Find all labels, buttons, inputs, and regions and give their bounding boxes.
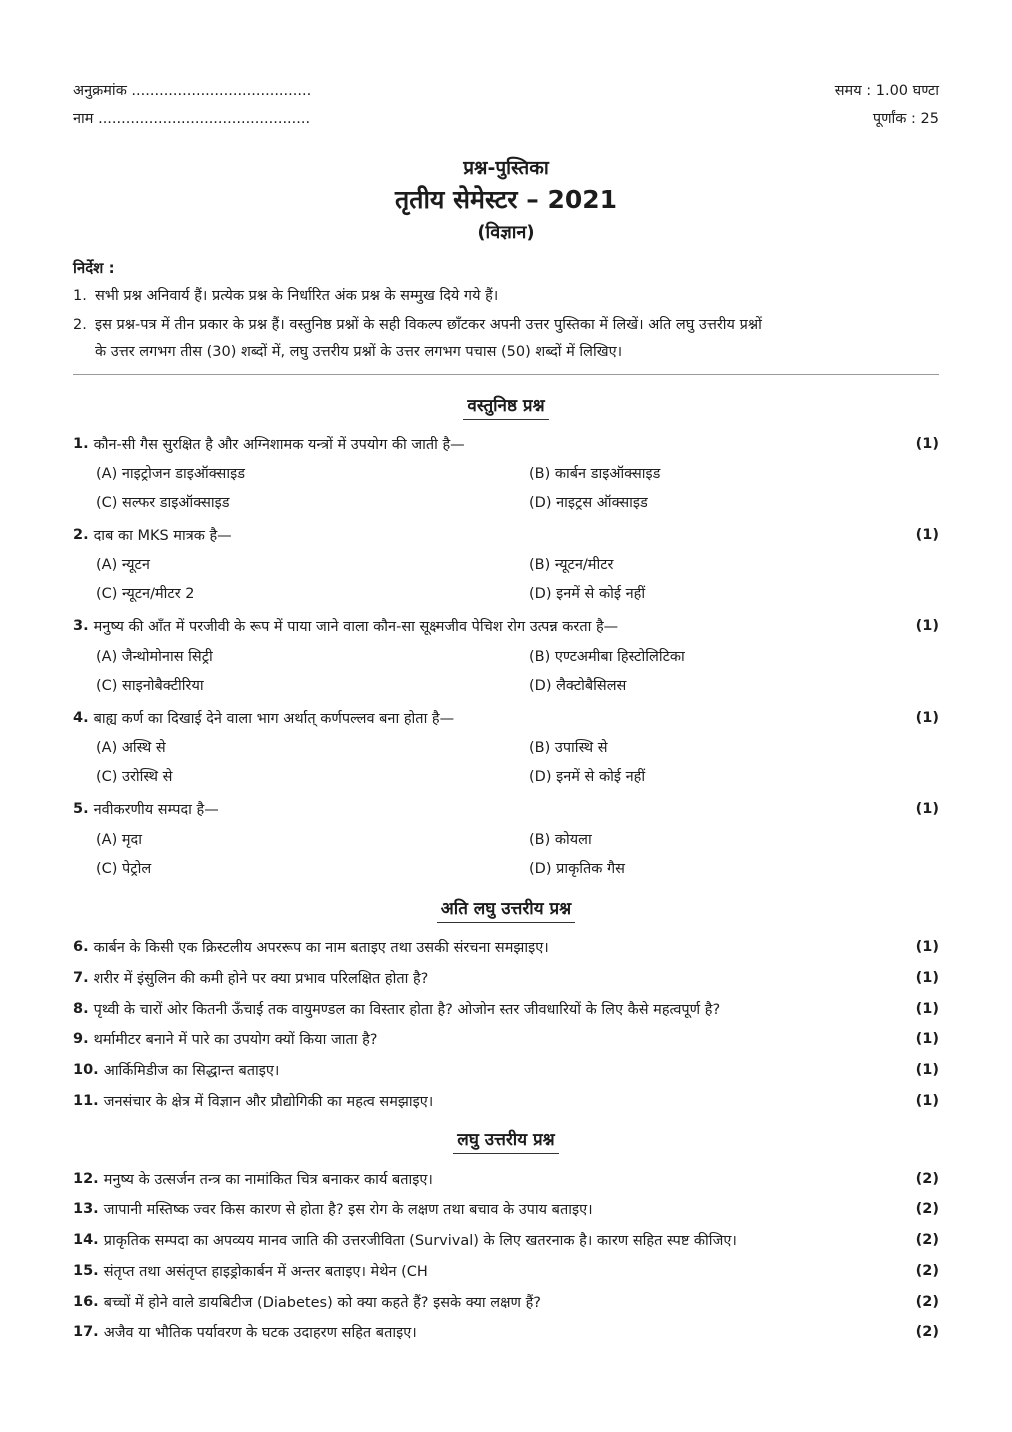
option: (B) एण्टअमीबा हिस्टोलिटिका: [529, 649, 685, 665]
options-row: [96, 489, 939, 515]
question-row: [73, 1289, 939, 1315]
option: (D) नाइट्रस ऑक्साइड: [529, 495, 648, 511]
question-marks: (1): [915, 618, 939, 634]
question-row: [73, 1196, 939, 1222]
options-row: [96, 551, 939, 577]
total-marks-label: पूर्णांक : 25: [872, 111, 939, 127]
title-block: [0, 154, 1012, 248]
section-title: अति लघु उत्तरीय प्रश्न: [437, 896, 575, 923]
instruction-item: [73, 283, 939, 310]
question-number: 2.: [73, 527, 89, 543]
question-text: मनुष्य के उत्सर्जन तन्त्र का नामांकित चित्र बनाकर कार्य बताइए।: [103, 1172, 433, 1188]
question-number: 1.: [73, 436, 89, 452]
option: (D) लैक्टोबैसिलस: [529, 678, 627, 694]
question-row: [73, 1026, 939, 1052]
section-title: लघु उत्तरीय प्रश्न: [453, 1127, 558, 1154]
options-row: [96, 672, 939, 698]
roll-number-label: अनुक्रमांक .......................................: [73, 83, 312, 99]
option: (C) पेट्रोल: [96, 861, 152, 877]
header-row-2: [73, 106, 939, 130]
question-text: मनुष्य की आँत में परजीवी के रूप में पाया जाने वाला कौन-सा सूक्ष्मजीव पेचिश रोग उत्पन्न करता है—: [93, 619, 619, 635]
question-marks: (2): [915, 1201, 939, 1217]
options-row: [96, 855, 939, 881]
question-marks: (2): [915, 1263, 939, 1279]
question-number: 15.: [73, 1263, 99, 1279]
question-text: थर्मामीटर बनाने में पारे का उपयोग क्यों किया जाता है?: [93, 1032, 378, 1048]
question-number: 6.: [73, 939, 89, 955]
option: (B) उपास्थि से: [529, 740, 608, 756]
option: (A) नाइट्रोजन डाइऑक्साइड: [96, 466, 245, 482]
option: (D) प्राकृतिक गैस: [529, 861, 625, 877]
question-text: बच्चों में होने वाले डायबिटीज (Diabetes) को क्या कहते हैं? इसके क्या लक्षण हैं?: [103, 1295, 541, 1311]
question-marks: (1): [915, 1062, 939, 1078]
question-marks: (1): [915, 970, 939, 986]
question-text: कार्बन के किसी एक क्रिस्टलीय अपररूप का नाम बताइए तथा उसकी संरचना समझाइए।: [93, 940, 549, 956]
question-marks: (1): [915, 939, 939, 955]
option: (B) कार्बन डाइऑक्साइड: [529, 466, 661, 482]
question-row: [73, 1319, 939, 1345]
option: (C) सल्फर डाइऑक्साइड: [96, 495, 230, 511]
question-row: [73, 1057, 939, 1083]
instruction-item: [73, 312, 939, 366]
instruction-text: इस प्रश्न-पत्र में तीन प्रकार के प्रश्न हैं। वस्तुनिष्ठ प्रश्नों के सही विकल्प छाँटकर अपनी उत्तर पुस्तिका में लिखें। अति लघु उत्तरीय प्रश्नों: [95, 317, 762, 333]
question-marks: (1): [915, 710, 939, 726]
question-row: [73, 1088, 939, 1114]
booklet-title: प्रश्न-पुस्तिका: [463, 157, 549, 179]
option: (A) मृदा: [96, 832, 142, 848]
question-marks: (1): [915, 801, 939, 817]
question-number: 13.: [73, 1201, 99, 1217]
question-marks: (1): [915, 1093, 939, 1109]
instruction-number: 1.: [73, 288, 87, 304]
option: (C) उरोस्थि से: [96, 769, 173, 785]
question-marks: (2): [915, 1294, 939, 1310]
question-marks: (2): [915, 1324, 939, 1340]
options-row: [96, 826, 939, 852]
question-row: [73, 431, 939, 457]
question-marks: (1): [915, 436, 939, 452]
question-text: नवीकरणीय सम्पदा है—: [93, 802, 219, 818]
name-label: नाम ..............................................: [73, 111, 311, 127]
question-marks: (1): [915, 527, 939, 543]
option: (A) न्यूटन: [96, 557, 150, 573]
question-row: [73, 1166, 939, 1192]
question-text: जनसंचार के क्षेत्र में विज्ञान और प्रौद्योगिकी का महत्व समझाइए।: [103, 1094, 434, 1110]
question-row: [73, 613, 939, 639]
question-row: [73, 1258, 939, 1284]
question-row: [73, 934, 939, 960]
question-number: 10.: [73, 1062, 99, 1078]
option: (A) अस्थि से: [96, 740, 166, 756]
question-row: [73, 796, 939, 822]
options-row: [96, 460, 939, 486]
question-text: प्राकृतिक सम्पदा का अपव्यय मानव जाति की उत्तरजीविता (Survival) के लिए खतरनाक है। कारण सहित स्पष्ट कीजिए।: [103, 1233, 737, 1249]
options-row: [96, 763, 939, 789]
subject-title: (विज्ञान): [477, 222, 535, 243]
question-number: 11.: [73, 1093, 99, 1109]
time-label: समय : 1.00 घण्टा: [834, 83, 939, 99]
question-text: आर्किमिडीज का सिद्धान्त बताइए।: [103, 1063, 280, 1079]
question-row: [73, 705, 939, 731]
question-number: 4.: [73, 710, 89, 726]
question-text: दाब का MKS मात्रक है—: [93, 528, 232, 544]
semester-title: तृतीय सेमेस्टर – 2021: [394, 185, 618, 214]
options-row: [96, 580, 939, 606]
instruction-text: सभी प्रश्न अनिवार्य हैं। प्रत्येक प्रश्न के निर्धारित अंक प्रश्न के सम्मुख दिये गये हैं।: [95, 288, 499, 304]
question-marks: (1): [915, 1001, 939, 1017]
question-row: [73, 522, 939, 548]
question-row: [73, 1227, 939, 1253]
instruction-number: 2.: [73, 317, 87, 333]
question-marks: (2): [915, 1232, 939, 1248]
question-number: 9.: [73, 1031, 89, 1047]
question-text: शरीर में इंसुलिन की कमी होने पर क्या प्रभाव परिलक्षित होता है?: [93, 971, 429, 987]
option: (C) न्यूटन/मीटर 2: [96, 586, 195, 602]
question-number: 3.: [73, 618, 89, 634]
divider: [73, 374, 939, 375]
question-number: 16.: [73, 1294, 99, 1310]
options-row: [96, 734, 939, 760]
option: (B) न्यूटन/मीटर: [529, 557, 614, 573]
question-text: जापानी मस्तिष्क ज्वर किस कारण से होता है? इस रोग के लक्षण तथा बचाव के उपाय बताइए।: [103, 1202, 593, 1218]
question-marks: (1): [915, 1031, 939, 1047]
question-number: 17.: [73, 1324, 99, 1340]
question-marks: (2): [915, 1171, 939, 1187]
option: (C) साइनोबैक्टीरिया: [96, 678, 204, 694]
section-title: वस्तुनिष्ठ प्रश्न: [463, 393, 548, 420]
question-number: 12.: [73, 1171, 99, 1187]
options-row: [96, 643, 939, 669]
question-number: 14.: [73, 1232, 99, 1248]
question-text: बाह्य कर्ण का दिखाई देने वाला भाग अर्थात् कर्णपल्लव बना होता है—: [93, 711, 455, 727]
question-number: 7.: [73, 970, 89, 986]
question-text: अजैव या भौतिक पर्यावरण के घटक उदाहरण सहित बताइए।: [103, 1325, 417, 1341]
instruction-text-continued: के उत्तर लगभग तीस (30) शब्दों में, लघु उत्तरीय प्रश्नों के उत्तर लगभग पचास (50) शब्दों में लिखिए।: [95, 344, 623, 360]
instructions-heading: निर्देश :: [73, 259, 115, 277]
question-text: कौन-सी गैस सुरक्षित है और अग्निशामक यन्त्रों में उपयोग की जाती है—: [93, 437, 465, 453]
question-text: पृथ्वी के चारों ओर कितनी ऊँचाई तक वायुमण्डल का विस्तार होता है? ओजोन स्तर जीवधारियों के लिए कैसे महत्वपूर्ण है?: [93, 1002, 721, 1018]
option: (B) कोयला: [529, 832, 592, 848]
question-row: [73, 965, 939, 991]
section-heading-short: [0, 1127, 1012, 1154]
question-number: 8.: [73, 1001, 89, 1017]
section-heading-objective: [0, 393, 1012, 420]
question-text: संतृप्त तथा असंतृप्त हाइड्रोकार्बन में अन्तर बताइए। मेथेन (CH: [103, 1264, 428, 1280]
section-heading-very-short: [0, 896, 1012, 923]
question-number: 5.: [73, 801, 89, 817]
header-row-1: [73, 78, 939, 102]
question-row: [73, 996, 939, 1022]
option: (A) जैन्थोमोनास सिट्री: [96, 649, 213, 665]
option: (D) इनमें से कोई नहीं: [529, 769, 646, 785]
option: (D) इनमें से कोई नहीं: [529, 586, 646, 602]
